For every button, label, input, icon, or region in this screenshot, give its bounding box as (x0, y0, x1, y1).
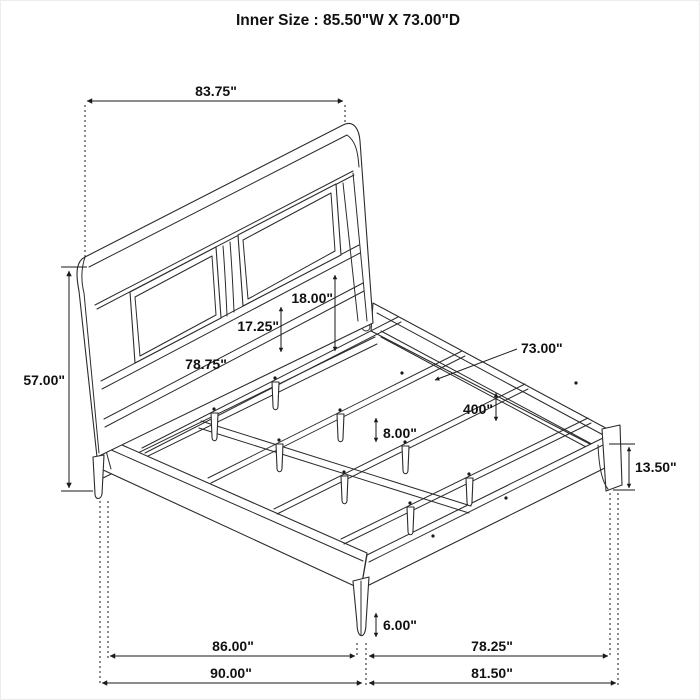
bed-drawing (77, 123, 622, 635)
headboard (77, 123, 373, 498)
dim-side-rail-height (463, 393, 496, 421)
left-side-rail (97, 441, 367, 589)
dim-label-front-leg-height: 6.00" (383, 617, 417, 633)
dim-base-width-overall (102, 665, 362, 683)
foot-rail (361, 433, 619, 589)
dim-base-depth-inner (369, 638, 608, 656)
foot-left-leg (353, 577, 369, 636)
dim-label-base-depth-inner: 78.25" (471, 638, 513, 654)
dim-label-base-width-overall: 90.00" (210, 665, 252, 681)
dim-label-headboard-inner-width: 78.75" (185, 356, 227, 372)
support-leg (402, 440, 409, 473)
dim-front-leg-height (376, 613, 417, 637)
dim-label-footboard-height: 13.50" (635, 459, 677, 475)
dim-base-width-inner (110, 638, 355, 656)
dim-label-base-depth-overall: 81.50" (471, 665, 513, 681)
dim-label-side-rail-length: 73.00" (521, 340, 563, 356)
dim-label-panel-to-deck: 18.00" (291, 290, 333, 306)
dim-label-headboard-height: 57.00" (23, 372, 65, 388)
dim-label-side-rail-height: 400" (463, 401, 493, 417)
dim-label-base-width-inner: 86.00" (212, 638, 254, 654)
dim-slat-leg-height (376, 418, 417, 442)
dim-label-headboard-width: 83.75" (195, 83, 237, 99)
dim-base-depth-overall (369, 665, 616, 683)
dim-label-slat-leg-height: 8.00" (383, 425, 417, 441)
diagram-svg (1, 1, 700, 700)
page-title: Inner Size : 85.50"W X 73.00"D (235, 12, 461, 29)
headboard-left-leg (93, 455, 104, 499)
dim-label-rail-to-deck: 17.25" (237, 318, 279, 334)
